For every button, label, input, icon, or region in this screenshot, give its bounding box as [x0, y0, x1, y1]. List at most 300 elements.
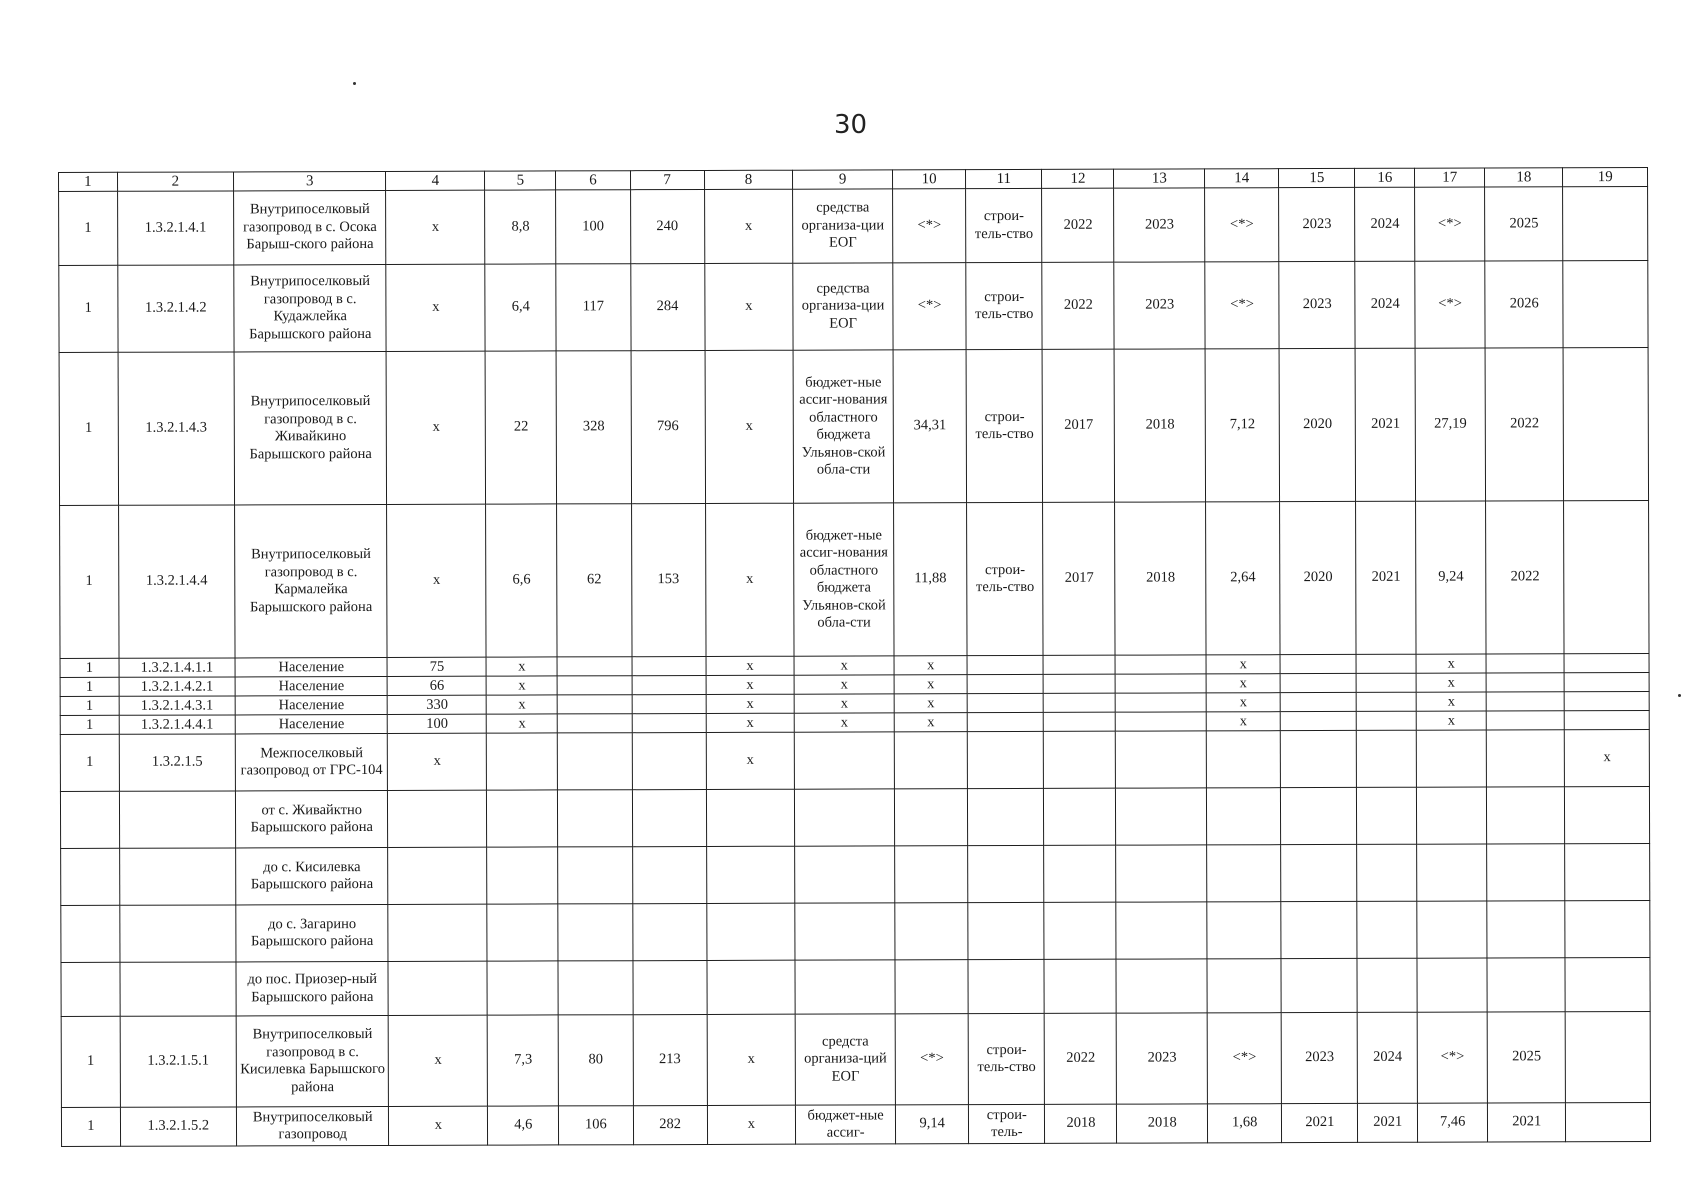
table-cell [557, 676, 631, 695]
table-cell: бюджет-ные ассиг-нования областного бюджета Ульянов-ской обла-сти [793, 350, 893, 503]
table-cell: 1 [61, 1016, 120, 1107]
name-cell: Население [235, 695, 387, 714]
table-cell: строи-тель-ство [968, 1013, 1044, 1104]
table-cell [1357, 958, 1417, 1012]
table-cell [1207, 788, 1281, 845]
table-cell [632, 675, 706, 694]
table-cell [61, 905, 120, 962]
table-cell [1417, 787, 1487, 844]
table-cell: 80 [559, 1015, 633, 1106]
table-cell: 27,19 [1415, 348, 1485, 501]
table-cell: х [386, 264, 485, 351]
column-number-cell: 1 [59, 172, 118, 191]
table-cell: 1.3.2.1.4.4 [118, 505, 235, 658]
table-cell: строи-тель-ство [967, 502, 1044, 655]
table-cell: 1.3.2.1.4.1.1 [119, 658, 235, 677]
table-cell: строи-тель-ство [966, 349, 1043, 502]
table-cell: 1 [60, 696, 119, 715]
table-cell: 2021 [1488, 1103, 1566, 1142]
table-cell [1043, 655, 1115, 674]
table-cell: бюджет-ные ассиг-нования областного бюджета Ульянов-ской обла-сти [794, 503, 894, 656]
table-cell: х [794, 694, 894, 713]
table-cell: 22 [485, 351, 557, 504]
table-cell [1566, 1103, 1651, 1142]
table-cell: х [389, 1015, 488, 1106]
table-cell: 2020 [1279, 348, 1356, 501]
column-number-cell: 17 [1415, 168, 1485, 187]
table-cell [1565, 692, 1650, 711]
table-cell [1565, 958, 1650, 1012]
table-cell: 9,24 [1416, 501, 1486, 654]
table-row [61, 958, 1650, 1017]
table-cell [707, 960, 796, 1014]
table-cell [1281, 901, 1357, 958]
table-cell [119, 905, 236, 962]
table-cell: 2017 [1043, 502, 1116, 655]
table-cell: 34,31 [893, 350, 967, 503]
table-cell: х [1416, 692, 1486, 711]
table-cell [487, 961, 558, 1015]
column-number-cell: 2 [117, 172, 233, 191]
table-cell: х [487, 714, 558, 733]
column-number-cell: 19 [1563, 168, 1648, 187]
table-cell [1280, 692, 1356, 711]
table-cell [1044, 902, 1116, 959]
table-cell: 2023 [1279, 187, 1355, 261]
table-cell [1116, 845, 1207, 902]
table-cell [795, 789, 895, 846]
table-cell [60, 791, 119, 848]
table-cell: строи-тель- [969, 1104, 1045, 1143]
table-cell: 2023 [1281, 1012, 1357, 1103]
table-cell [795, 960, 895, 1014]
table-cell: х [894, 675, 967, 694]
table-cell [119, 791, 236, 848]
table-cell: 62 [557, 504, 632, 657]
table-cell: 7,12 [1205, 349, 1280, 502]
table-cell [895, 789, 968, 846]
table-cell: 6,6 [486, 504, 558, 657]
table-cell [1357, 692, 1417, 711]
table-cell: 1 [59, 265, 118, 352]
table-cell: 1.3.2.1.5 [119, 734, 236, 791]
table-cell: х [387, 504, 486, 657]
table-cell: 282 [633, 1105, 707, 1144]
table-cell [894, 732, 967, 789]
table-cell: х [894, 694, 967, 713]
table-cell: 2020 [1280, 501, 1357, 654]
column-number-cell: 12 [1042, 169, 1114, 188]
name-cell: до с. Загарино Барышского района [236, 904, 389, 961]
table-cell [632, 960, 706, 1014]
column-number-cell: 13 [1114, 169, 1205, 188]
table-cell: х [705, 350, 794, 503]
column-number-cell: 14 [1205, 169, 1279, 188]
page-number: 30 [833, 110, 868, 140]
table-cell: х [486, 657, 557, 676]
table-cell [706, 903, 795, 960]
table-cell: 1 [60, 715, 119, 734]
table-cell [558, 714, 632, 733]
table-cell: 213 [633, 1014, 707, 1105]
table-cell [1281, 787, 1357, 844]
table-cell: х [387, 351, 486, 504]
table-cell [1417, 958, 1487, 1012]
table-cell: 2021 [1282, 1103, 1358, 1142]
table-cell [1487, 844, 1565, 901]
table-cell: 1.3.2.1.4.3 [118, 352, 235, 505]
table-cell [1357, 730, 1417, 787]
table-cell [1487, 901, 1565, 958]
table-cell: строи-тель-ство [966, 188, 1042, 262]
table-cell [558, 790, 632, 847]
table-cell [1563, 261, 1648, 348]
table-cell: х [486, 676, 557, 695]
table-cell: <*> [1205, 188, 1279, 262]
table-cell [1280, 711, 1356, 730]
name-cell: от с. Живайктно Барышского района [235, 790, 388, 847]
table-cell [1116, 674, 1207, 693]
table-cell: 11,88 [894, 503, 968, 656]
table-cell [61, 962, 120, 1016]
table-cell: строи-тель-ство [966, 262, 1042, 349]
table-cell [1487, 958, 1565, 1012]
table-cell: 2023 [1117, 1013, 1208, 1104]
table-cell: 117 [556, 264, 630, 351]
table-cell: 2018 [1115, 349, 1206, 502]
table-cell [1487, 787, 1565, 844]
table-cell: 2022 [1485, 348, 1564, 501]
table-cell [706, 789, 795, 846]
name-cell: Внутрипоселковый газопровод в с. Кисилевка Барышского района [236, 1015, 389, 1106]
table-cell [487, 790, 558, 847]
table-cell [1486, 692, 1564, 711]
table-cell: 1 [60, 734, 119, 791]
table-cell [1416, 730, 1486, 787]
table-cell [1044, 845, 1116, 902]
table-cell [1564, 501, 1649, 654]
table-cell: <*> [893, 263, 966, 350]
table-cell [1417, 901, 1487, 958]
table-row [61, 1012, 1650, 1108]
table-cell [968, 959, 1044, 1013]
table-cell [1417, 844, 1487, 901]
table-cell [1043, 674, 1115, 693]
column-number-cell: 3 [234, 171, 386, 190]
table-row [60, 730, 1649, 792]
name-cell: Население [235, 714, 387, 733]
table-cell [487, 904, 558, 961]
table-cell: 1,68 [1208, 1104, 1282, 1143]
table-cell: 2017 [1042, 349, 1115, 502]
table-cell [558, 847, 632, 904]
table-cell [1044, 959, 1116, 1013]
table-cell: 2024 [1358, 1012, 1418, 1103]
table-cell: <*> [1415, 187, 1485, 261]
table-cell: х [707, 1014, 796, 1105]
table-cell: х [706, 675, 795, 694]
table-cell [1357, 901, 1417, 958]
table-cell [794, 732, 894, 789]
table-cell [1357, 787, 1417, 844]
column-number-cell: 16 [1355, 168, 1415, 187]
table-body [59, 168, 1651, 1147]
table-cell [120, 962, 237, 1016]
table-cell: <*> [1417, 1012, 1487, 1103]
table-cell [557, 657, 631, 676]
table-cell: 2023 [1114, 188, 1205, 262]
table-cell: 1.3.2.1.4.1 [117, 191, 234, 265]
table-cell: 2018 [1117, 1104, 1208, 1143]
table-cell [1116, 655, 1207, 674]
table-cell: 240 [630, 189, 704, 263]
table-cell: 2026 [1485, 261, 1564, 348]
table-cell: 2,64 [1206, 502, 1281, 655]
column-number-cell: 5 [485, 171, 556, 190]
table-cell [632, 732, 706, 789]
table-cell: 2021 [1358, 1103, 1418, 1142]
table-cell [1356, 654, 1416, 673]
column-number-cell: 7 [630, 170, 704, 189]
table-cell: х [1416, 673, 1486, 692]
name-cell: Внутрипоселковый газопровод в с. Осока Барыш-ского района [234, 190, 387, 264]
table-row [60, 501, 1649, 659]
table-cell: 66 [388, 676, 487, 695]
table-cell: 1 [61, 1107, 120, 1146]
table-cell [1207, 845, 1281, 902]
table-cell [388, 790, 487, 847]
table-cell: 1.3.2.1.4.4.1 [119, 715, 235, 734]
table-cell [1116, 959, 1207, 1013]
table-row [59, 348, 1648, 506]
table-cell: х [1206, 674, 1280, 693]
table-cell [632, 713, 706, 732]
table-cell: х [1565, 730, 1650, 787]
table-cell: х [894, 656, 967, 675]
table-cell: 7,46 [1418, 1103, 1488, 1142]
table-cell [119, 848, 236, 905]
table-cell: х [389, 1106, 488, 1145]
table-cell [632, 903, 706, 960]
table-cell: х [1416, 654, 1486, 673]
table-cell [1116, 712, 1207, 731]
table-cell [1565, 901, 1650, 958]
table-cell: 2022 [1042, 262, 1114, 349]
table-cell [967, 693, 1043, 712]
table-cell: 9,14 [896, 1105, 969, 1144]
table-cell: х [706, 694, 795, 713]
table-cell: 2022 [1486, 501, 1565, 654]
column-number-cell: 10 [893, 170, 966, 189]
table-cell: 1 [59, 352, 118, 505]
table-cell: х [707, 1105, 796, 1144]
table-cell: х [706, 656, 795, 675]
table-cell [1486, 730, 1564, 787]
table-cell [1280, 654, 1356, 673]
table-cell: х [1416, 711, 1486, 730]
table-cell: 2021 [1355, 348, 1415, 501]
table-row [61, 844, 1650, 906]
table-cell: 100 [388, 714, 487, 733]
table-cell [895, 960, 968, 1014]
table-cell: 284 [630, 263, 704, 350]
table-cell: средста организа-ций ЕОГ [795, 1014, 895, 1105]
table-cell [61, 848, 120, 905]
table-cell: 1.3.2.1.4.2.1 [119, 677, 235, 696]
table-cell: х [706, 732, 795, 789]
table-cell: 2023 [1279, 261, 1355, 348]
table-cell: <*> [1205, 262, 1279, 349]
table-cell [1207, 959, 1281, 1013]
table-cell [1281, 958, 1357, 1012]
table-cell: 2025 [1487, 1012, 1566, 1103]
table-cell: х [705, 503, 794, 656]
table-cell: х [706, 713, 795, 732]
table-cell [1044, 788, 1116, 845]
table-cell: х [794, 713, 894, 732]
column-number-cell: 8 [704, 170, 793, 189]
table-cell [558, 961, 632, 1015]
scan-speck [1678, 694, 1681, 697]
table-cell: х [1206, 693, 1280, 712]
table-cell: х [794, 656, 894, 675]
table-cell [1357, 711, 1417, 730]
column-number-cell: 11 [966, 169, 1042, 188]
table-cell: х [388, 733, 487, 790]
name-cell: Внутрипоселковый газопровод в с. Кудажлейка Барышского района [234, 264, 387, 351]
table-cell [967, 674, 1043, 693]
table-cell: 1 [60, 658, 119, 677]
table-cell [1206, 731, 1280, 788]
name-cell: до с. Кисилевка Барышского района [236, 847, 389, 904]
table-cell: 328 [556, 351, 631, 504]
column-number-cell: 6 [556, 171, 630, 190]
table-cell [1565, 711, 1650, 730]
table-cell [388, 904, 487, 961]
table-cell [1565, 844, 1650, 901]
scan-speck [353, 82, 356, 85]
table-cell [1563, 348, 1648, 501]
table-cell [632, 846, 706, 903]
table-cell [558, 695, 632, 714]
data-table [58, 167, 1651, 1147]
table-row [61, 1103, 1650, 1147]
table-cell: 2021 [1356, 501, 1416, 654]
table-cell [1116, 788, 1207, 845]
table-cell: 2024 [1355, 261, 1415, 348]
table-cell: х [386, 190, 485, 264]
table-cell: средства организа-ции ЕОГ [793, 189, 893, 263]
table-cell [388, 961, 487, 1015]
table-cell [1564, 654, 1649, 673]
table-cell: х [704, 189, 793, 263]
table-cell: х [794, 675, 894, 694]
table-cell: 1.3.2.1.5.2 [120, 1107, 236, 1146]
table-cell [632, 789, 706, 846]
table-cell [1565, 787, 1650, 844]
column-number-cell: 9 [793, 170, 893, 189]
table-cell [1486, 654, 1564, 673]
table-cell [558, 904, 632, 961]
table-cell: х [1206, 712, 1280, 731]
name-cell: Внутрипоселковый газопровод в с. Кармалейка Барышского района [235, 504, 388, 657]
table-cell: х [704, 263, 793, 350]
table-cell [1357, 673, 1417, 692]
table-cell: 2018 [1115, 502, 1206, 655]
table-cell: 2022 [1045, 1013, 1117, 1104]
table-cell [1044, 693, 1116, 712]
column-number-cell: 4 [386, 171, 485, 190]
table-cell: 330 [388, 695, 487, 714]
table-cell: 1 [60, 505, 119, 658]
table-cell: 106 [559, 1106, 633, 1145]
table-cell [1044, 731, 1116, 788]
table-cell: 2024 [1355, 187, 1415, 261]
table-row [59, 187, 1648, 266]
name-cell: Внутрипоселковый газопровод в с. Живайкино Барышского района [234, 351, 387, 504]
table-cell [967, 712, 1043, 731]
table-cell: х [1206, 655, 1280, 674]
table-cell [1116, 902, 1207, 959]
name-cell: Межпоселковый газопровод от ГРС-104 [235, 733, 388, 790]
table-cell: <*> [895, 1014, 968, 1105]
table-cell [1563, 187, 1648, 261]
table-cell [632, 694, 706, 713]
table-cell [487, 847, 558, 904]
table-cell: 796 [631, 350, 706, 503]
table-cell [968, 902, 1044, 959]
table-cell: 2025 [1485, 187, 1563, 261]
name-cell: до пос. Приозер-ный Барышского района [236, 961, 389, 1015]
column-number-cell: 18 [1485, 168, 1563, 187]
table-cell: <*> [893, 189, 966, 263]
column-number-cell: 15 [1279, 168, 1355, 187]
name-cell: Население [235, 676, 387, 695]
table-cell [1566, 1012, 1651, 1103]
table-cell: 4,6 [488, 1106, 559, 1145]
table-cell [968, 788, 1044, 845]
table-cell [388, 847, 487, 904]
table-cell: 1.3.2.1.5.1 [120, 1016, 237, 1107]
table-cell [1486, 673, 1564, 692]
table-cell [967, 655, 1043, 674]
table-cell: 2022 [1042, 188, 1114, 262]
table-cell [632, 656, 706, 675]
table-row [61, 901, 1650, 963]
table-cell [1280, 730, 1356, 787]
table-cell: <*> [1415, 261, 1485, 348]
table-cell [1565, 673, 1650, 692]
table-cell [1280, 673, 1356, 692]
table-cell [706, 846, 795, 903]
table-cell: бюджет-ные ассиг- [796, 1105, 896, 1144]
table-cell [895, 846, 968, 903]
table-cell [558, 733, 632, 790]
table-cell [1281, 844, 1357, 901]
table-cell: 1.3.2.1.4.3.1 [119, 696, 235, 715]
table-cell: 1 [59, 191, 118, 265]
table-cell [1116, 731, 1207, 788]
table-cell [795, 903, 895, 960]
table-cell: 1 [60, 677, 119, 696]
table-cell [1486, 711, 1564, 730]
table-cell [968, 845, 1044, 902]
table-cell: 6,4 [485, 264, 556, 351]
table-cell [895, 903, 968, 960]
table-cell: х [486, 695, 557, 714]
table-row [59, 261, 1648, 353]
table-cell: х [894, 713, 967, 732]
